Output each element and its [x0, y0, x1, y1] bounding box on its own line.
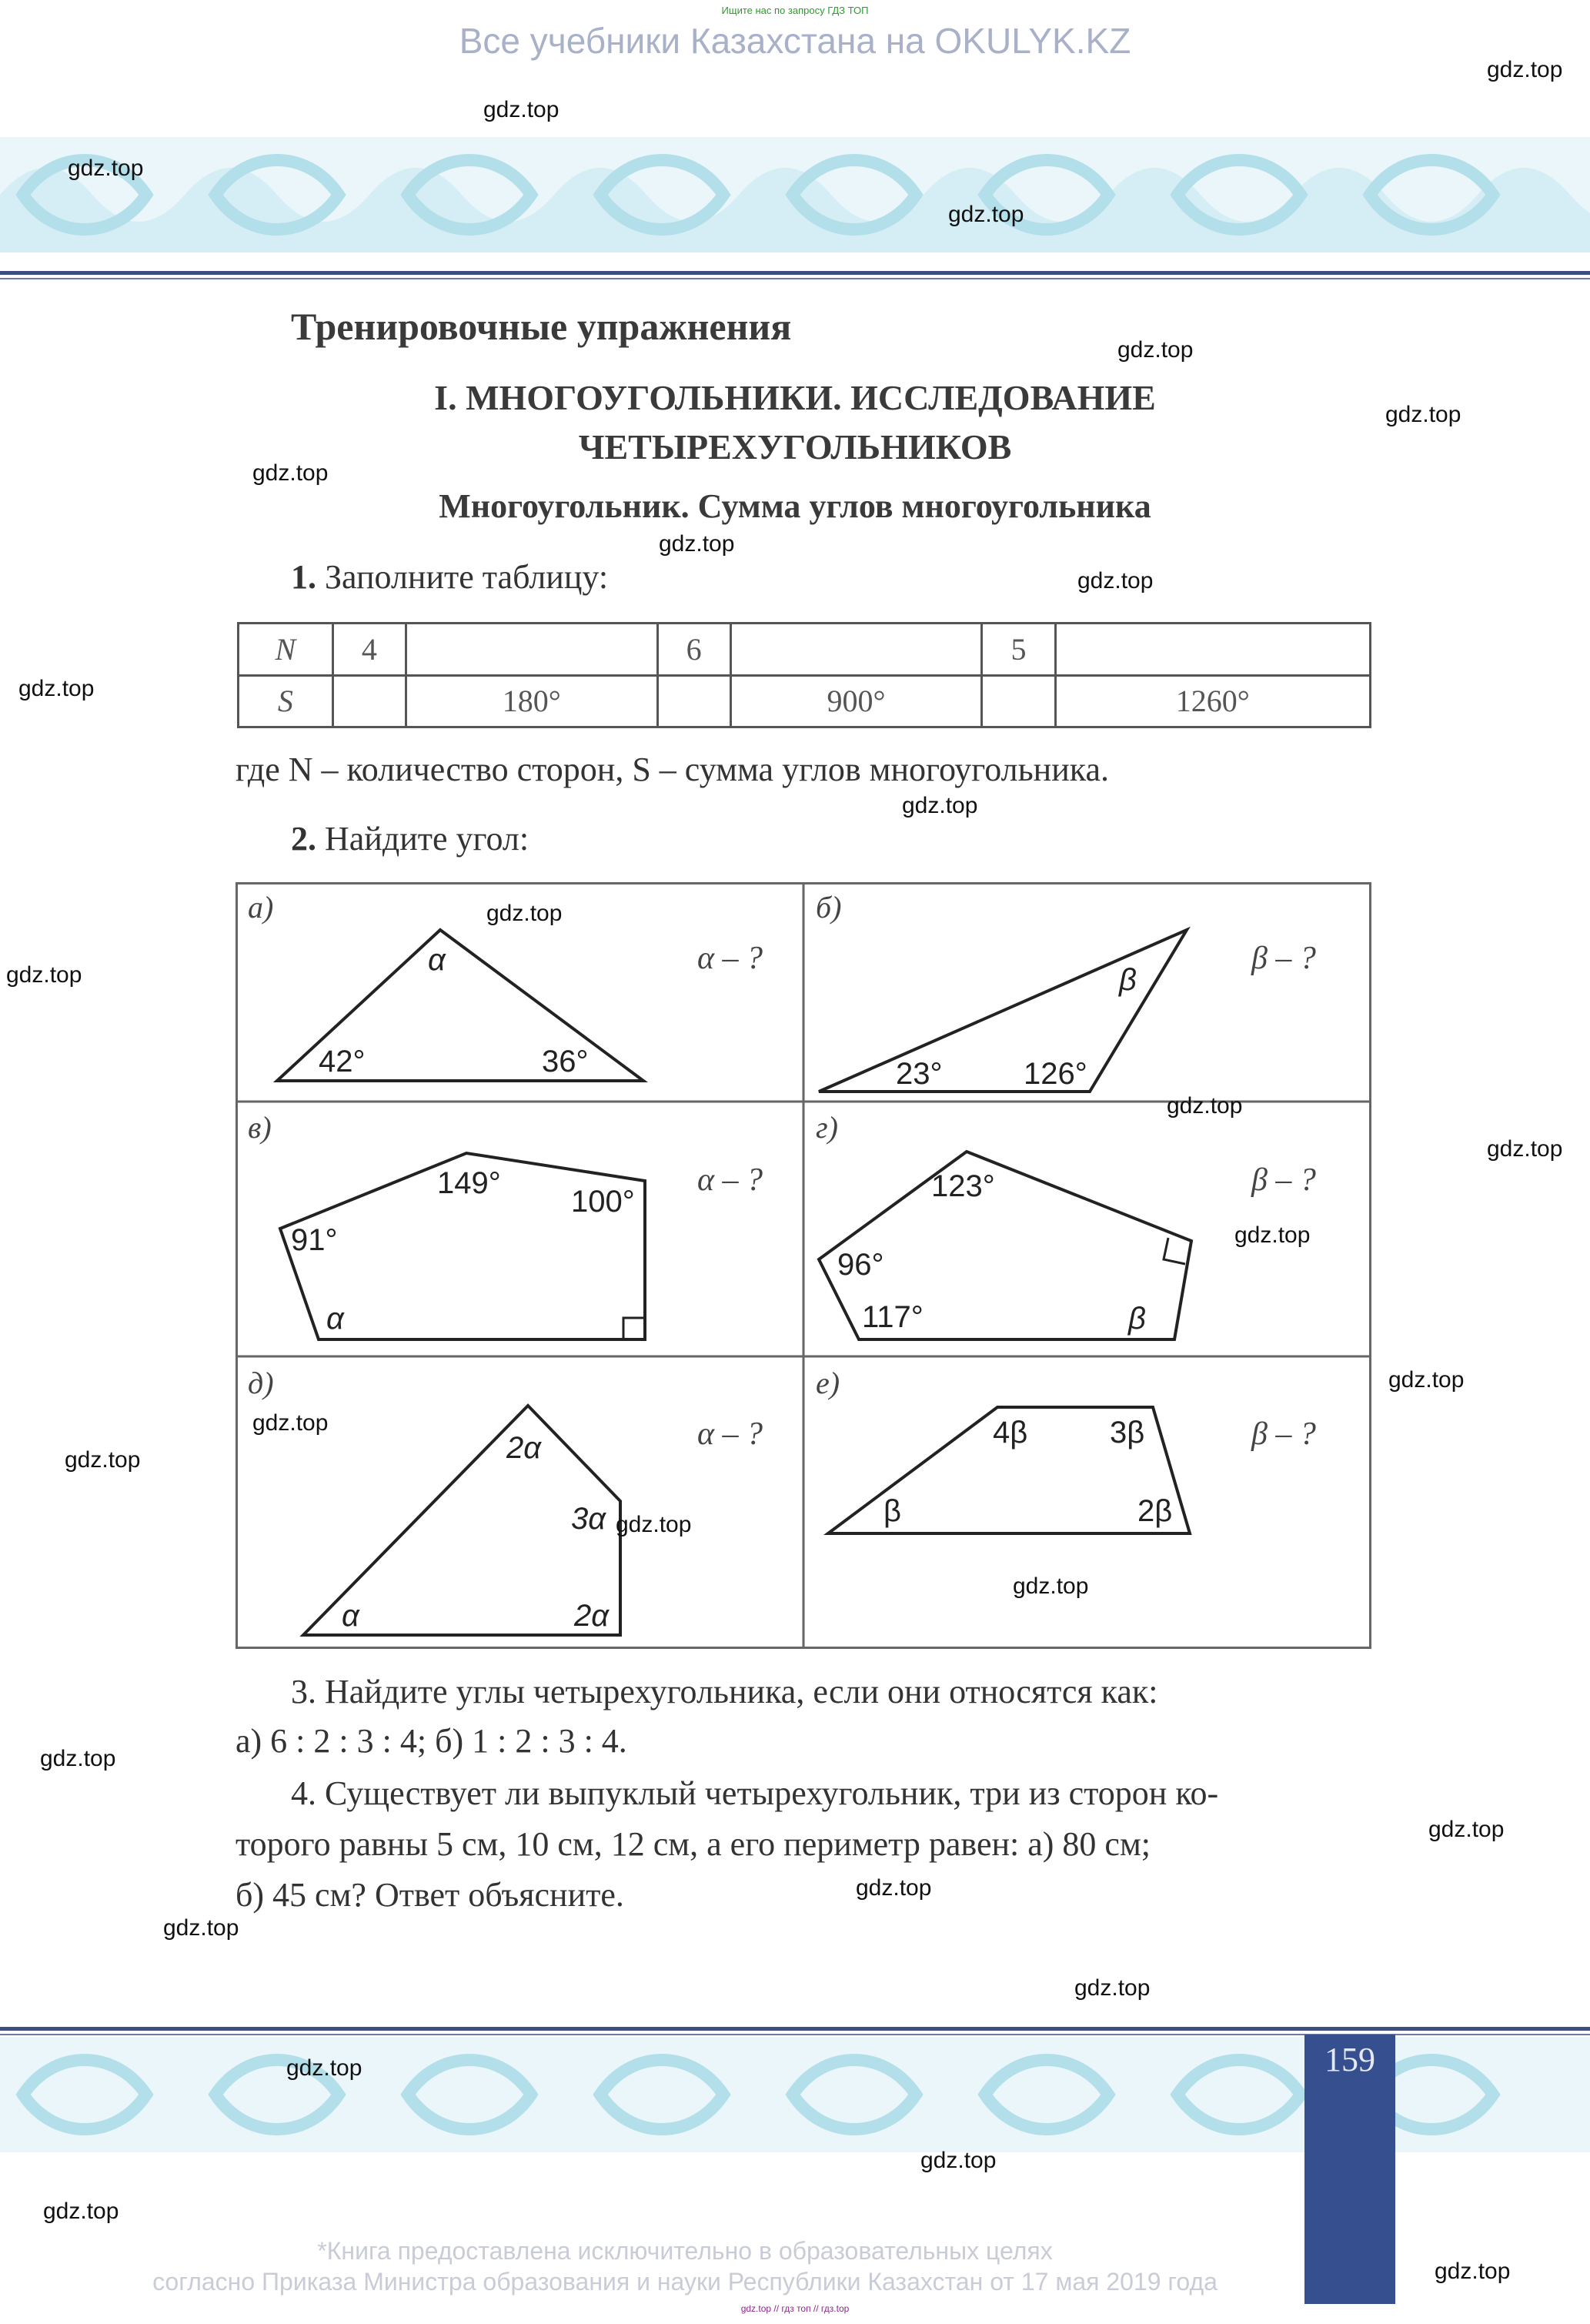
training-title: Тренировочные упражнения — [291, 305, 792, 348]
figure-d-mark: 2α — [574, 1599, 610, 1633]
task2-text: Найдите угол: — [325, 820, 529, 858]
figure-d-mark: 2α — [506, 1431, 542, 1465]
page-number: 159 — [1324, 2041, 1375, 2078]
watermark: gdz.top — [68, 155, 144, 181]
watermark: gdz.top — [252, 1410, 329, 1436]
figure-v-mark: 91° — [291, 1223, 338, 1257]
section-title-line2: ЧЕТЫРЕХУГОЛЬНИКОВ — [578, 427, 1012, 466]
figure-e-question: β – ? — [1251, 1416, 1316, 1452]
watermark: gdz.top — [659, 531, 735, 557]
watermark: gdz.top — [1077, 568, 1154, 594]
figure-g-label: г) — [816, 1110, 838, 1145]
task1-number: 1. — [291, 558, 316, 596]
figure-e-mark: 4β — [993, 1416, 1028, 1450]
figure-v-label: в) — [248, 1110, 272, 1145]
watermark: gdz.top — [1074, 1975, 1151, 2001]
table-row-n — [239, 624, 1371, 676]
site-title[interactable]: Все учебники Казахстана на OKULYK.KZ — [459, 21, 1131, 61]
watermark: gdz.top — [1435, 2259, 1511, 2284]
ornament-band-top — [0, 137, 1590, 252]
figure-e-mark: 3β — [1110, 1416, 1145, 1450]
figure-a-label: а) — [248, 890, 274, 925]
figure-d-mark: α — [342, 1599, 359, 1633]
task4-line1: 4. Существует ли выпуклый четырехугольник, три из сторон ко- — [291, 1774, 1219, 1812]
figure-b-mark: β — [1119, 963, 1137, 997]
figure-b-mark: 23° — [896, 1057, 943, 1091]
watermark: gdz.top — [1013, 1573, 1089, 1599]
watermark: gdz.top — [948, 202, 1024, 227]
task3-line2: а) 6 : 2 : 3 : 4; б) 1 : 2 : 3 : 4. — [235, 1722, 627, 1760]
watermark: gdz.top — [902, 793, 978, 818]
figure-b-question: β – ? — [1251, 941, 1316, 976]
watermark: gdz.top — [486, 901, 563, 926]
table-cell — [1055, 624, 1371, 676]
watermark: gdz.top — [1167, 1093, 1243, 1119]
footer-rule — [0, 2027, 1590, 2031]
figure-e-mark: 2β — [1137, 1494, 1173, 1528]
table-cell: 1260° — [1055, 675, 1371, 727]
watermark: gdz.top — [1385, 402, 1461, 427]
task1-text: Заполните таблицу: — [325, 558, 609, 596]
table-cell: 6 — [657, 624, 730, 676]
angle-sum-table — [237, 622, 1371, 728]
figure-a-question: α – ? — [697, 941, 763, 976]
table-cell — [657, 675, 730, 727]
watermark: gdz.top — [856, 1875, 932, 1901]
figure-v-mark: α — [326, 1302, 344, 1336]
watermark: gdz.top — [1487, 1136, 1563, 1162]
table-row-s — [239, 675, 1371, 727]
table-cell — [332, 675, 406, 727]
figure-a-mark: 36° — [542, 1045, 589, 1078]
section-title-line1: I. МНОГОУГОЛЬНИКИ. ИССЛЕДОВАНИЕ — [434, 378, 1156, 417]
table-cell: S — [239, 675, 333, 727]
header-rule — [0, 271, 1590, 275]
figure-g-mark: 123° — [931, 1169, 995, 1203]
watermark: gdz.top — [616, 1512, 692, 1537]
watermark: gdz.top — [18, 676, 95, 701]
watermark: gdz.top — [920, 2148, 997, 2173]
ornament-pattern-top — [0, 137, 1590, 252]
figure-b-mark: 126° — [1024, 1057, 1087, 1091]
table-cell — [982, 675, 1055, 727]
figure-e-mark: β — [884, 1494, 902, 1528]
figure-v-mark: 149° — [437, 1166, 501, 1200]
task2-number: 2. — [291, 820, 316, 858]
watermark: gdz.top — [1234, 1222, 1311, 1248]
watermark: gdz.top — [65, 1447, 141, 1473]
watermark: gdz.top — [163, 1915, 239, 1941]
figures-svg — [235, 882, 1371, 1649]
footer-note-line1: *Книга предоставлена исключительно в образовательных целях — [317, 2237, 1053, 2265]
table-cell: N — [239, 624, 333, 676]
top-note: Ищите нас по запросу ГДЗ ТОП — [721, 5, 869, 16]
figure-e-label: е) — [816, 1366, 840, 1400]
watermark: gdz.top — [252, 460, 329, 486]
watermark: gdz.top — [1388, 1367, 1465, 1393]
watermark: gdz.top — [6, 962, 82, 988]
table-cell: 4 — [332, 624, 406, 676]
task4-line3: б) 45 см? Ответ объясните. — [235, 1876, 624, 1914]
figure-a-mark: α — [428, 943, 446, 977]
watermark: gdz.top — [286, 2055, 362, 2081]
figures-grid — [235, 882, 1371, 1649]
subsection-title: Многоугольник. Сумма углов многоугольника — [439, 487, 1151, 525]
figure-g-mark: 117° — [862, 1300, 924, 1334]
table-cell — [406, 624, 657, 676]
header-rule-thin — [0, 278, 1590, 279]
watermark: gdz.top — [1428, 1817, 1505, 1842]
watermark: gdz.top — [1487, 57, 1563, 82]
figure-v — [248, 1110, 763, 1339]
table-cell: 5 — [982, 624, 1055, 676]
task2 — [291, 819, 529, 858]
table-cell: 180° — [406, 675, 657, 727]
figure-v-mark: 100° — [571, 1185, 635, 1219]
figure-g-mark: β — [1128, 1302, 1146, 1336]
where-text: где N – количество сторон, S – сумма углов многоугольника. — [235, 751, 1110, 788]
task1 — [291, 557, 608, 597]
watermark: gdz.top — [43, 2199, 119, 2224]
task3-line1: 3. Найдите углы четырехугольника, если они относятся как: — [291, 1673, 1158, 1710]
table-cell: 900° — [730, 675, 982, 727]
task4-line2: торого равны 5 см, 10 см, 12 см, а его периметр равен: а) 80 см; — [235, 1825, 1151, 1863]
watermark: gdz.top — [1117, 337, 1194, 363]
figure-a-mark: 42° — [319, 1045, 366, 1078]
figure-d-mark: 3α — [571, 1502, 606, 1536]
footer-note-line2: согласно Приказа Министра образования и науки Республики Казахстан от 17 мая 2019 года — [152, 2268, 1218, 2296]
figure-g-question: β – ? — [1251, 1162, 1316, 1198]
figure-d — [248, 1366, 763, 1635]
figure-b — [816, 890, 1316, 1092]
figure-b-label: б) — [816, 890, 842, 925]
footer-links[interactable]: gdz.top // гдз топ // гдз.top — [740, 2303, 850, 2314]
figure-d-label: д) — [248, 1366, 274, 1400]
figure-g-mark: 96° — [837, 1248, 884, 1282]
figure-e — [816, 1366, 1316, 1533]
figure-v-question: α – ? — [697, 1162, 763, 1198]
table-cell — [730, 624, 982, 676]
figure-d-question: α – ? — [697, 1416, 763, 1452]
watermark: gdz.top — [483, 97, 560, 122]
watermark: gdz.top — [40, 1746, 116, 1771]
